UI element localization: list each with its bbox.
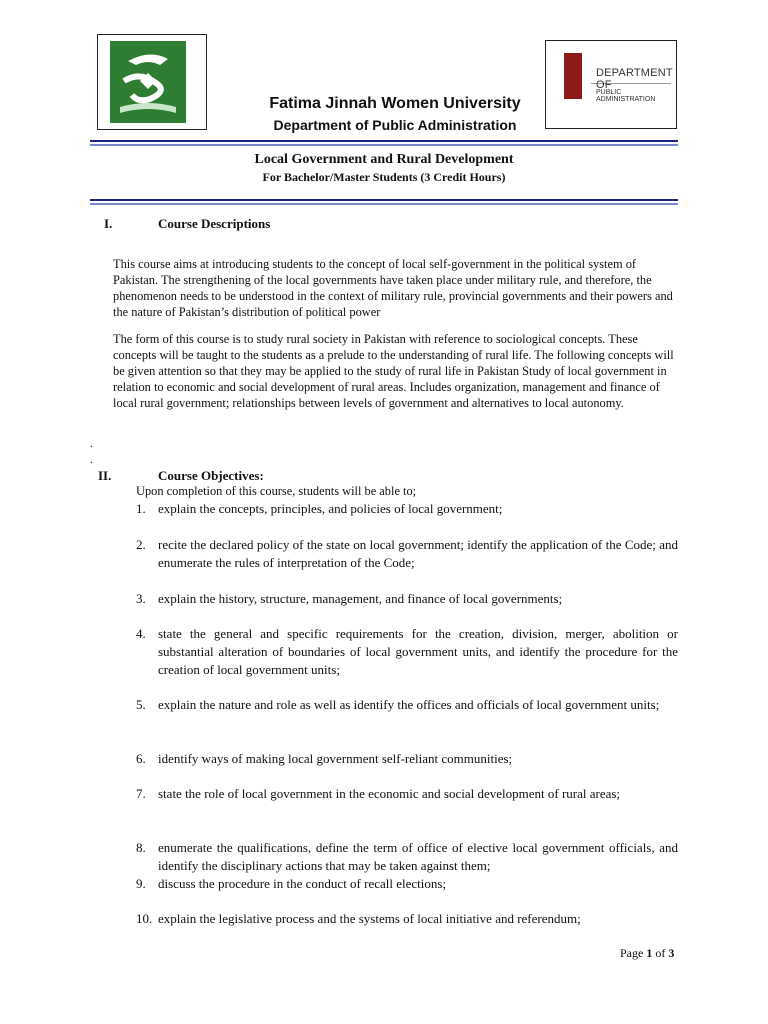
department-mark-icon <box>564 53 582 99</box>
objective-text: identify ways of making local government self-reliant communities; <box>158 751 513 766</box>
section2-title: Course Objectives: <box>158 468 264 483</box>
section2-number: II. <box>98 468 112 483</box>
department-logo-line2: PUBLIC ADMINISTRATION <box>596 89 656 103</box>
page-of: of <box>655 946 666 960</box>
total-pages: 3 <box>668 946 675 960</box>
course-title: Local Government and Rural Development <box>254 152 514 167</box>
section1-title: Course Descriptions <box>158 216 271 231</box>
objective-number: 1. <box>136 501 146 516</box>
objectives-intro: Upon completion of this course, students will be able to; <box>136 484 417 498</box>
objective-number: 6. <box>136 751 146 766</box>
objective-number: 10. <box>136 911 153 926</box>
objective-item <box>136 536 678 572</box>
objective-item <box>136 625 678 679</box>
section1-number: I. <box>104 216 113 231</box>
objective-number: 3. <box>136 591 146 606</box>
header-divider <box>90 140 678 142</box>
objective-text: explain the concepts, principles, and policies of local government; <box>158 501 503 516</box>
logo-emblem-icon <box>110 41 186 123</box>
course-description-para1: This course aims at introducing students to the concept of local self-government in the political system of Pakistan. The strengthening of the local governments have taken place under military rule, and therefore, the phenomenon needs to be understood in the context of military rule, provincial governments and their powers and the nature of Pakistan’s distribution of political power <box>113 257 673 319</box>
logo-emblem <box>110 41 186 123</box>
objective-item <box>136 500 678 518</box>
objective-text: recite the declared policy of the state on local government; identify the application of the Code; and enumerate the rules of interpretation of the Code; <box>158 537 678 570</box>
department-logo <box>545 40 677 129</box>
stray-dot: . <box>90 452 93 466</box>
objective-item <box>136 875 678 893</box>
objective-number: 7. <box>136 786 146 801</box>
department-logo-line1: DEPARTMENT OF <box>596 67 673 91</box>
title-divider <box>90 199 678 201</box>
objective-item <box>136 750 678 768</box>
title-divider-light <box>90 203 678 205</box>
objective-item <box>136 910 678 928</box>
objective-text: explain the history, structure, management, and finance of local governments; <box>158 591 563 606</box>
course-subtitle: For Bachelor/Master Students (3 Credit Hours) <box>262 170 506 184</box>
course-description-para2: The form of this course is to study rural society in Pakistan with reference to sociological concepts. These concepts will be taught to the students as a prelude to the understanding of rural life. The following concepts will be given attention so that they may be applied to the study of rural life in Pakistan Study of local government in relation to economic and social development of rural areas. Includes organization, management and finance of local rural government; relationships between levels of government and alternatives to local autonomy. <box>113 332 674 410</box>
objective-text: explain the nature and role as well as identify the offices and officials of local government units; <box>158 697 660 712</box>
stray-dot: . <box>90 436 93 450</box>
objective-number: 9. <box>136 876 146 891</box>
objective-text: explain the legislative process and the systems of local initiative and referendum; <box>158 911 581 926</box>
objective-item <box>136 839 678 875</box>
objective-number: 2. <box>136 537 146 552</box>
page-number <box>620 946 674 961</box>
objective-number: 8. <box>136 840 146 855</box>
objective-item <box>136 696 678 714</box>
objective-number: 5. <box>136 697 146 712</box>
header-divider-light <box>90 144 678 146</box>
objective-text: enumerate the qualifications, define the term of office of elective local government officials, and identify the disciplinary actions that may be taken against them; <box>158 840 678 873</box>
university-logo <box>97 34 207 130</box>
objective-text: state the general and specific requirements for the creation, division, merger, abolition or substantial alteration of boundaries of local government units, and identify the procedure for the creation of local government units; <box>158 626 678 677</box>
objective-text: state the role of local government in the economic and social development of rural areas; <box>158 786 621 801</box>
objective-text: discuss the procedure in the conduct of recall elections; <box>158 876 447 891</box>
objective-item <box>136 590 678 608</box>
objective-item <box>136 785 678 803</box>
page-label: Page <box>620 946 644 960</box>
university-name: Fatima Jinnah Women University <box>269 95 521 112</box>
current-page: 1 <box>646 946 653 960</box>
objective-number: 4. <box>136 626 146 641</box>
department-name: Department of Public Administration <box>273 117 517 133</box>
